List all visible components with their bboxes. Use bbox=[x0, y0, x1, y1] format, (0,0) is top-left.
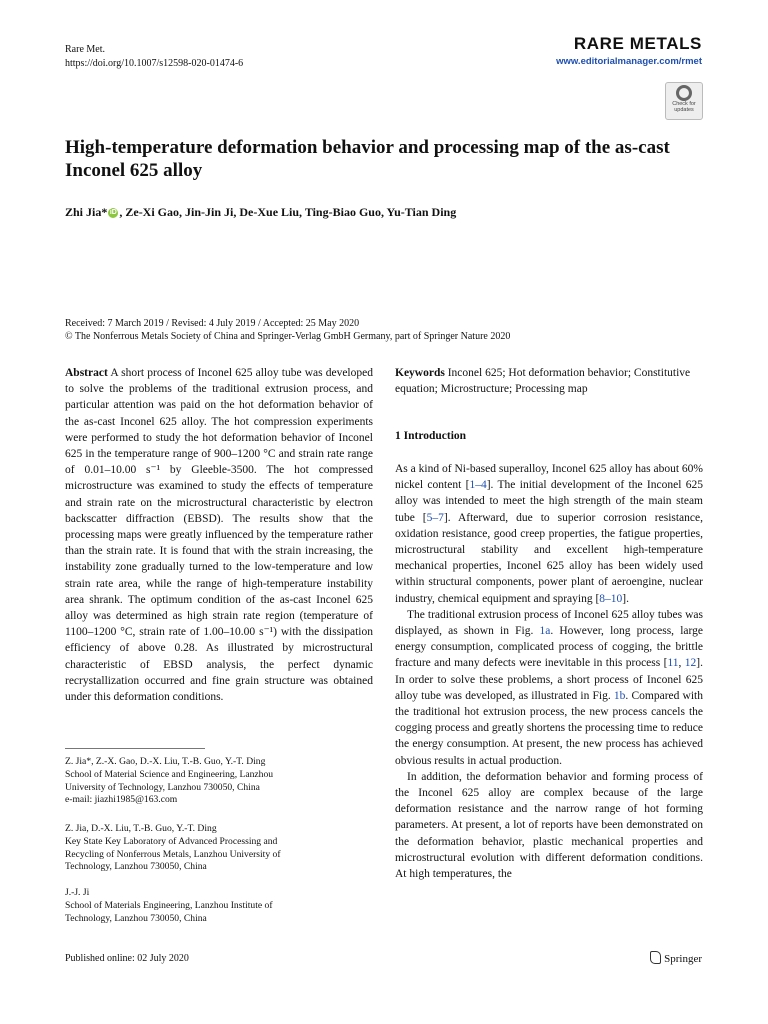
affiliation-line: School of Material Science and Engineering, Lanzhou bbox=[65, 768, 274, 780]
article-dates: Received: 7 March 2019 / Revised: 4 July 2019 / Accepted: 25 May 2020 bbox=[65, 318, 360, 329]
check-updates-icon bbox=[676, 85, 692, 101]
section-heading-introduction: 1 Introduction bbox=[395, 430, 467, 442]
journal-url-link[interactable]: www.editorialmanager.com/rmet bbox=[556, 56, 702, 67]
citation-link[interactable]: 11 bbox=[667, 657, 679, 670]
citation-link[interactable]: 12 bbox=[684, 657, 697, 670]
affiliation-block-1 bbox=[65, 756, 365, 807]
abstract-text: A short process of Inconel 625 alloy tube was developed to solve the problems of the traditional extrusion process, and particular attention was paid on the hot deformation behavior of the as-cast Inconel 625 alloy. The hot compression experiments were performed to study the hot deformation behavior of Inconel 625 in the temperature range of 900–1200 °C and strain rate range of 0.01–10.00 s⁻¹ by Gleeble-3500. The hot compressed microstructure was examined to study the effects of temperature and strain rate on the microstructural characteristic by electron backscatter diffraction (EBSD). The results show that the processing maps were greatly influenced by the temperature rather than the strain rate. It is found that with the strain increasing, the instability zone gradually turned to the low-temperature and low strain rate area, while the range of high-temperature instability area shrank. The optimum condition of the as-cast Inconel 625 alloy was determined as high strain rate region (temperature of 1100–1200 °C, strain rate of 1.00–10.00 s⁻¹) with the dissipation efficiency of above 0.28. As illustrated by microstructural characteristic of EBSD analysis, the perfect dynamic recrystallization occurred and fine grain structure was obtained under this deformation conditions. bbox=[65, 367, 373, 704]
keywords-text: Inconel 625; Hot deformation behavior; Constitutive equation; Microstructure; Processing map bbox=[395, 367, 691, 396]
introduction-body bbox=[395, 461, 703, 882]
affiliation-line: Z. Jia, D.-X. Liu, T.-B. Guo, Y.-T. Ding bbox=[65, 823, 217, 834]
intro-paragraph-1: As a kind of Ni-based superalloy, Inconel 625 alloy has about 60% nickel content [1–4]. The initial development of the Inconel 625 alloy was intended to meet the high strength of the main steam tube [5–7]. Afterward, due to superior corrosion resistance, oxidation resistance, good creep properties, the fatigue properties, microstructural stability and excellent high-temperature mechanical properties, Inconel 625 alloy has been widely used within structural components, power plant of aeroengine, nuclear industry, chemical equipment and spraying [8–10]. bbox=[395, 463, 704, 605]
publisher-name: Springer bbox=[664, 953, 702, 965]
abstract-section bbox=[65, 365, 373, 705]
affiliation-block-3 bbox=[65, 887, 365, 925]
affiliation-line: Key State Key Laboratory of Advanced Processing and bbox=[65, 835, 278, 847]
publication-date: Published online: 02 July 2020 bbox=[65, 953, 189, 964]
affiliation-line: J.-J. Ji bbox=[65, 887, 90, 898]
check-updates-label: Check for updates bbox=[672, 101, 696, 113]
springer-horse-icon bbox=[650, 951, 661, 964]
check-for-updates-button[interactable] bbox=[665, 82, 703, 120]
footnote-divider bbox=[65, 748, 205, 749]
keywords-label: Keywords bbox=[395, 367, 445, 379]
citation-link[interactable]: 5–7 bbox=[426, 511, 444, 524]
abstract-label: Abstract bbox=[65, 367, 108, 379]
figure-link[interactable]: 1b bbox=[613, 689, 626, 702]
orcid-icon[interactable]: iD bbox=[109, 209, 117, 217]
figure-link[interactable]: 1a bbox=[539, 625, 551, 638]
affiliation-line: Z. Jia*, Z.-X. Gao, D.-X. Liu, T.-B. Guo, Y.-T. Ding bbox=[65, 756, 266, 767]
first-author[interactable]: Zhi Jia* bbox=[65, 205, 108, 219]
author-email[interactable]: e-mail: jiazhi1985@163.com bbox=[65, 794, 178, 806]
other-authors: , Ze-Xi Gao, Jin-Jin Ji, De-Xue Liu, Ting-Biao Guo, Yu-Tian Ding bbox=[119, 205, 457, 219]
affiliation-line: Technology, Lanzhou 730050, China bbox=[65, 861, 207, 873]
publisher-logo bbox=[650, 951, 702, 965]
journal-name: RARE METALS bbox=[573, 34, 702, 53]
keywords-section bbox=[395, 365, 703, 397]
affiliation-block-2 bbox=[65, 823, 365, 874]
article-title: High-temperature deformation behavior and processing map of the as-cast Inconel 625 alloy bbox=[65, 137, 670, 181]
citation-link[interactable]: 1–4 bbox=[469, 479, 487, 492]
affiliation-line: Recycling of Nonferrous Metals, Lanzhou University of bbox=[65, 848, 281, 860]
intro-paragraph-3: In addition, the deformation behavior and forming process of the Inconel 625 alloy are complex because of the large deformation resistance and the narrow range of hot forming parameters. At present, a lot of reports have been demonstrated on the deformation behavior, plastic mechanical properties and microstructural evolution with different deformation conditions. At high temperatures, the bbox=[395, 770, 703, 881]
affiliation-line: University of Technology, Lanzhou 730050, China bbox=[65, 781, 260, 793]
journal-abbreviation: Rare Met. bbox=[65, 44, 105, 55]
affiliation-line: School of Materials Engineering, Lanzhou Institute of bbox=[65, 899, 273, 911]
affiliation-line: Technology, Lanzhou 730050, China bbox=[65, 912, 207, 924]
intro-paragraph-2: The traditional extrusion process of Inconel 625 alloy tubes was displayed, as shown in Fig. 1a. However, long process, large energy consumption, complicated process of cogging, the brittle fracture and many defects were inevitable in this process [11, 12]. In order to solve these problems, a short process of Inconel 625 alloy tube was developed, as illustrated in Fig. 1b. Compared with the traditional hot extrusion process, the new process cancels the cogging process and greatly shortens the processing time to reduce the energy consumption. At present, the new process has achieved obvious results in actual production. bbox=[395, 608, 704, 767]
doi-link[interactable]: https://doi.org/10.1007/s12598-020-01474-6 bbox=[65, 58, 244, 69]
copyright-notice: © The Nonferrous Metals Society of China and Springer-Verlag GmbH Germany, part of Springer Nature 2020 bbox=[65, 331, 511, 342]
author-list bbox=[65, 205, 456, 220]
citation-link[interactable]: 8–10 bbox=[599, 592, 623, 605]
